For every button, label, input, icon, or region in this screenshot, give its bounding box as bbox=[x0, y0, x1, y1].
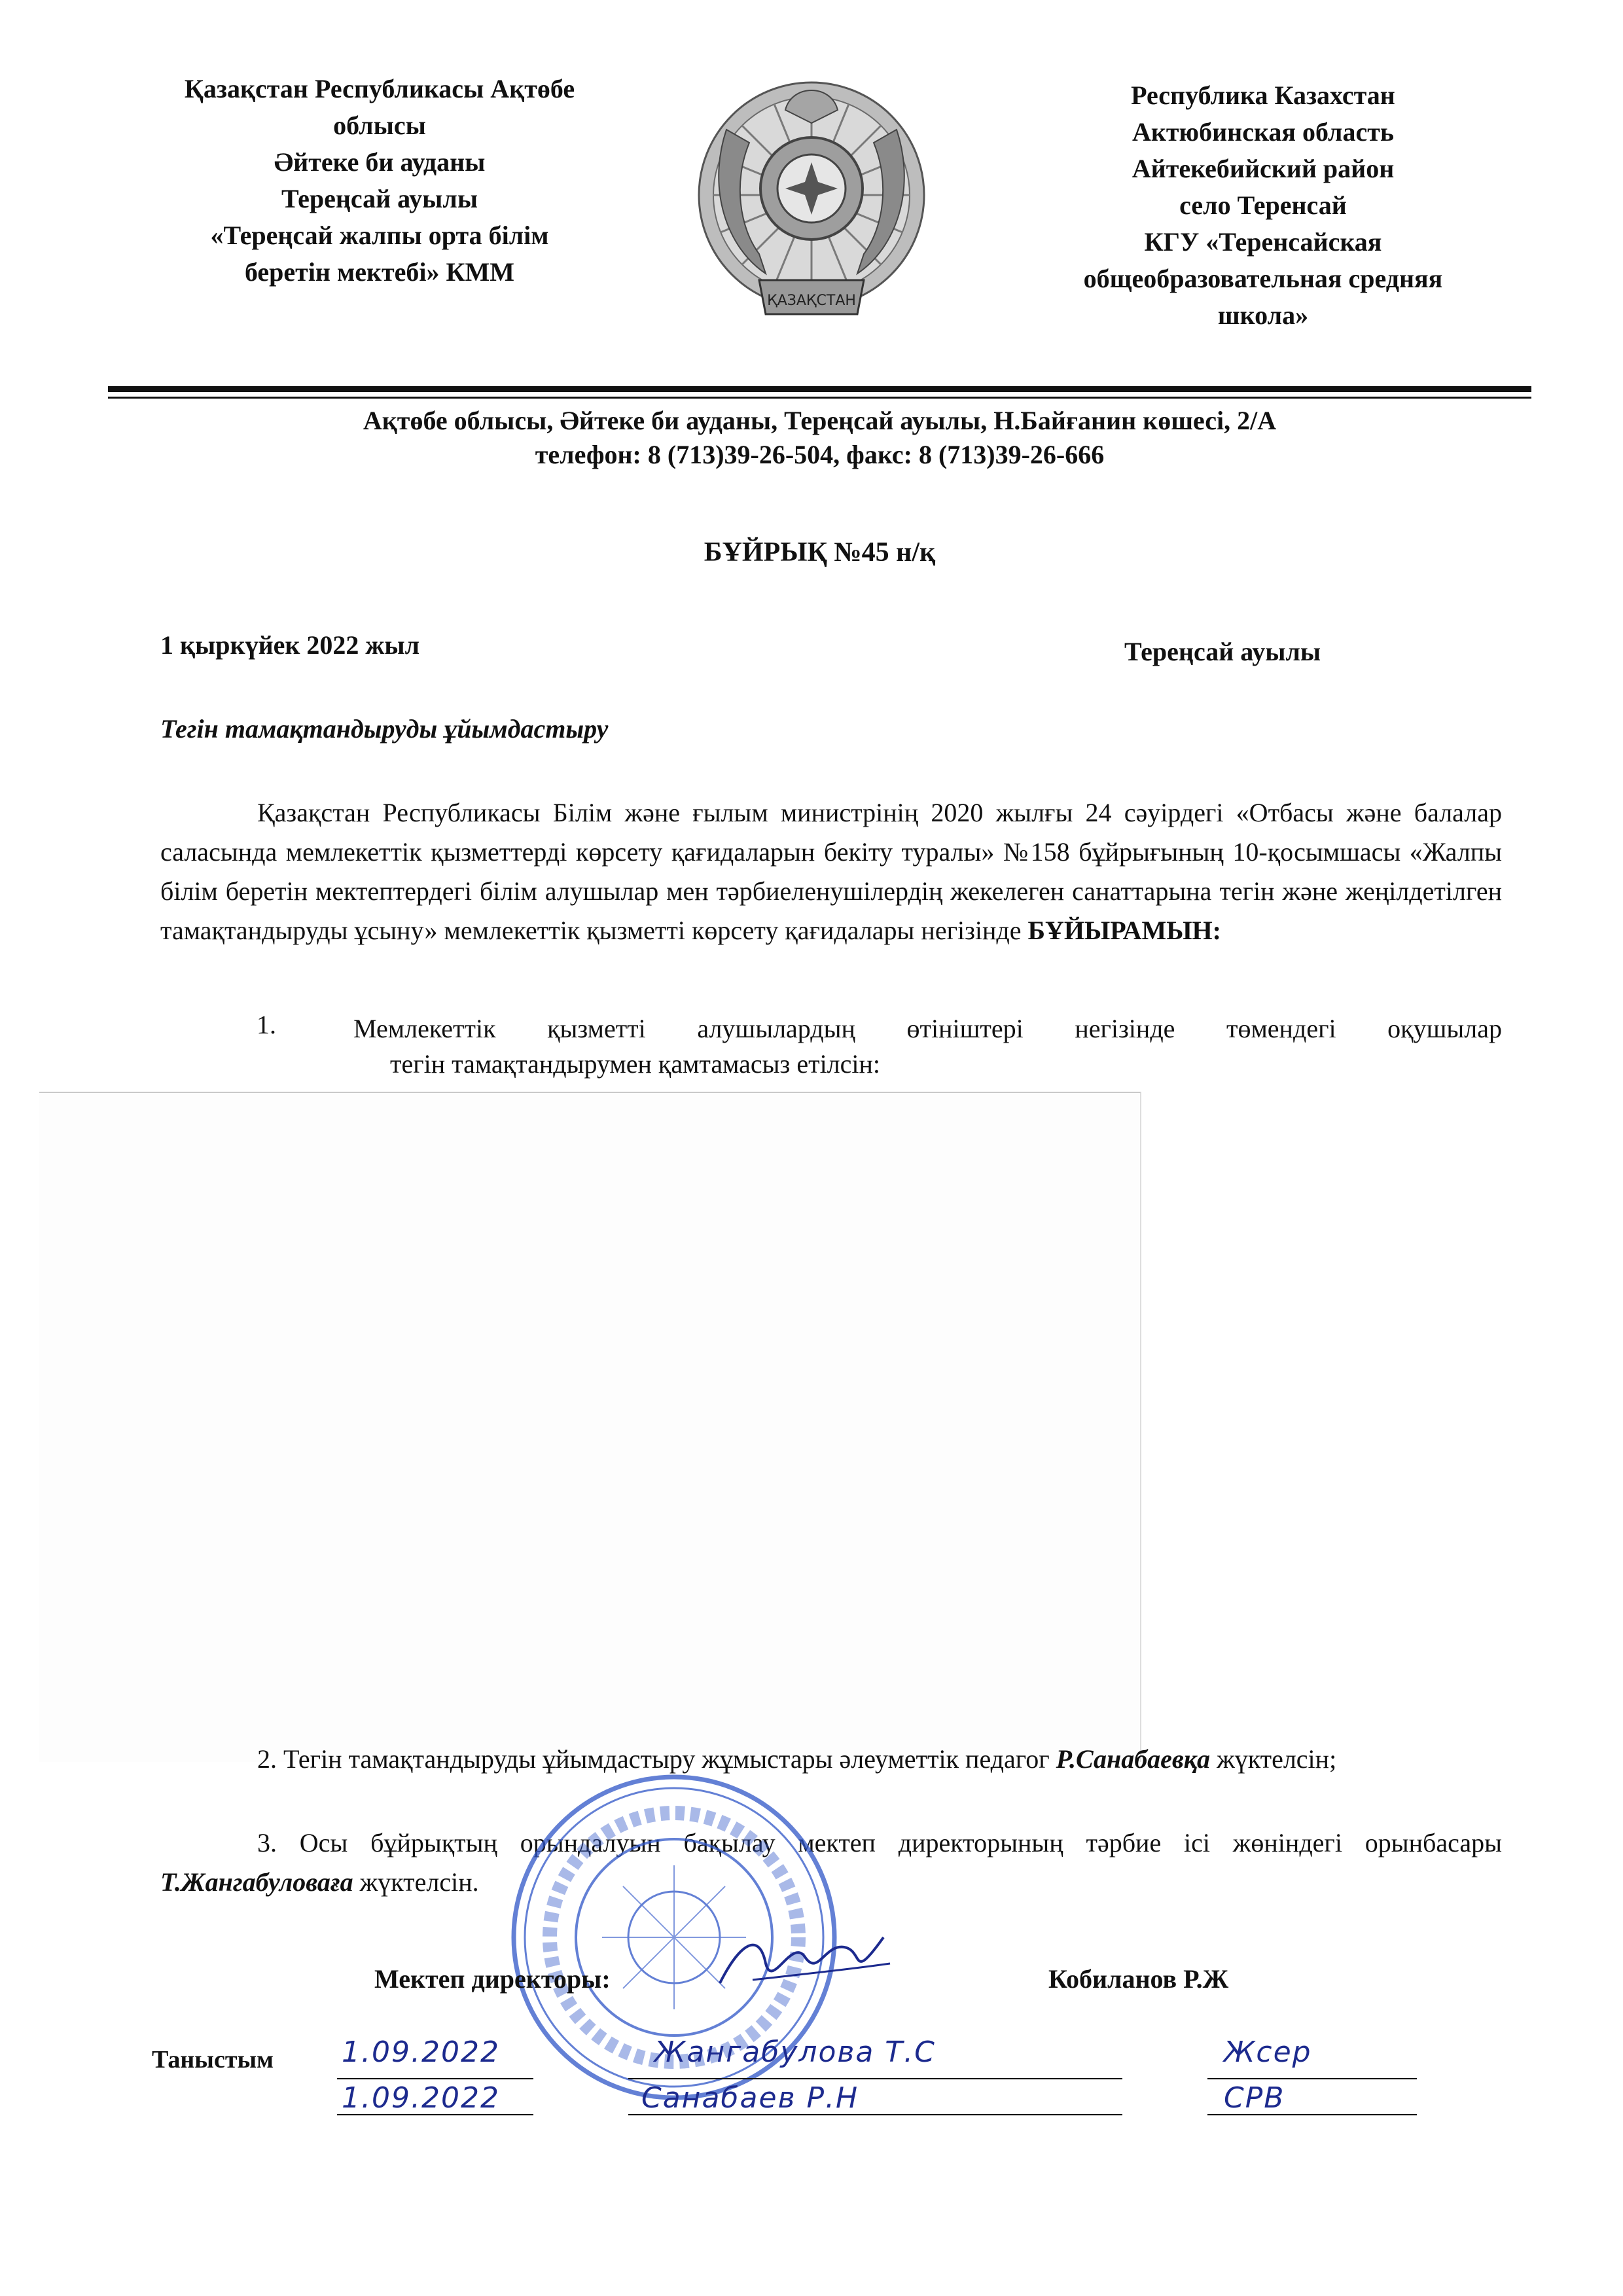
ack-signature: СРВ bbox=[1224, 2081, 1285, 2115]
item2-end: жүктелсін; bbox=[1217, 1744, 1337, 1774]
director-signature bbox=[713, 1918, 897, 2006]
order-place: Тереңсай ауылы bbox=[1124, 637, 1321, 666]
header-left-line: Әйтеке би ауданы bbox=[274, 147, 486, 177]
order-subject: Тегін тамақтандыруды ұйымдастыру bbox=[160, 714, 609, 744]
header-left-line: Қазақстан Республикасы Ақтөбе bbox=[184, 74, 575, 103]
header-left-line: «Тереңсай жалпы орта білім bbox=[210, 221, 549, 250]
header-left-block bbox=[111, 71, 648, 291]
item2-text: 2. Тегін тамақтандыруды ұйымдастыру жұмыстары әлеуметтік педагог bbox=[257, 1744, 1050, 1774]
header-divider-thick bbox=[108, 386, 1531, 392]
order-date: 1 қыркүйек 2022 жыл bbox=[160, 630, 420, 660]
ack-name-handwritten: Жангабулова Т.С bbox=[654, 2036, 936, 2069]
header-left-line: беретін мектебі» КММ bbox=[244, 257, 515, 287]
order-title: БҰЙРЫҚ №45 н/қ bbox=[704, 537, 936, 567]
item3-end: жүктелсін. bbox=[359, 1867, 479, 1897]
ack-sign-line bbox=[1207, 2078, 1417, 2079]
header-right-line: Айтекебийский район bbox=[1132, 154, 1395, 183]
header-right-line: село Теренсай bbox=[1179, 190, 1347, 220]
ack-date-line bbox=[337, 2078, 533, 2079]
redacted-student-list bbox=[39, 1092, 1141, 1762]
header-right-line: КГУ «Теренсайская bbox=[1144, 227, 1382, 257]
header-right-block bbox=[982, 77, 1544, 334]
header-left-line: Тереңсай ауылы bbox=[281, 184, 478, 213]
preamble-command: БҰЙЫРАМЫН: bbox=[1027, 916, 1221, 945]
header-right-line: школа» bbox=[1217, 300, 1309, 330]
preamble-text: Қазақстан Республикасы Білім және ғылым министрінің 2020 жылғы 24 сәуірдегі «Отбасы және балалар саласында мемлекеттік қызметтерді көрсету қағидаларын бекіту туралы» №158 бұйрығының 10-қосымшасы «Жалпы білім беретін мектептердегі білім алушылар мен тәрбиеленушілердің жекелеген санаттарына тегін және жеңілдетілген тамақтандыруды ұсыну» мемлекеттік қызметті көрсету қағидалары негізінде bbox=[160, 798, 1502, 945]
acknowledged-label: Таныстым bbox=[152, 2046, 274, 2073]
ack-date-handwritten: 1.09.2022 bbox=[342, 2081, 500, 2115]
item1-continuation: тегін тамақтандырумен қамтамасыз етілсін: bbox=[390, 1049, 881, 1079]
item3-text: 3. Осы бұйрықтың орындалуын бақылау мектеп директорының тәрбие ісі жөніндегі орынбасары bbox=[257, 1828, 1502, 1857]
header-divider-thin bbox=[108, 397, 1531, 399]
header-left-line: облысы bbox=[333, 111, 426, 140]
director-name: Кобиланов Р.Ж bbox=[1048, 1964, 1229, 1994]
header-right-line: Актюбинская область bbox=[1132, 117, 1395, 147]
ack-date-handwritten: 1.09.2022 bbox=[342, 2036, 500, 2069]
header-right-line: Республика Казахстан bbox=[1131, 81, 1395, 110]
school-address: Ақтөбе облысы, Әйтеке би ауданы, Тереңсай ауылы, Н.Байғанин көшесі, 2/А bbox=[363, 406, 1277, 435]
state-emblem-icon bbox=[687, 58, 936, 346]
header-right-line: общеобразовательная средняя bbox=[1083, 264, 1443, 293]
item1-number: 1. bbox=[257, 1010, 276, 1039]
ack-signature: Жсер bbox=[1224, 2036, 1312, 2069]
emblem-banner-text: ҚАЗАҚСТАН bbox=[767, 293, 856, 309]
director-label: Мектеп директоры: bbox=[374, 1964, 611, 1994]
ack-name-line bbox=[628, 2078, 1122, 2079]
ack-name-handwritten: Санабаев Р.Н bbox=[641, 2081, 859, 2115]
item3-responsible-name: Т.Жангабуловаға bbox=[160, 1867, 353, 1897]
item2-responsible-name: Р.Санабаевқа bbox=[1056, 1744, 1211, 1774]
order-preamble bbox=[160, 793, 1502, 950]
school-phone-fax: телефон: 8 (713)39-26-504, факс: 8 (713)39-26-666 bbox=[535, 440, 1105, 469]
item1-text: Мемлекеттік қызметті алушылардың өтініштері негізінде төмендегі оқушылар bbox=[353, 1014, 1502, 1043]
